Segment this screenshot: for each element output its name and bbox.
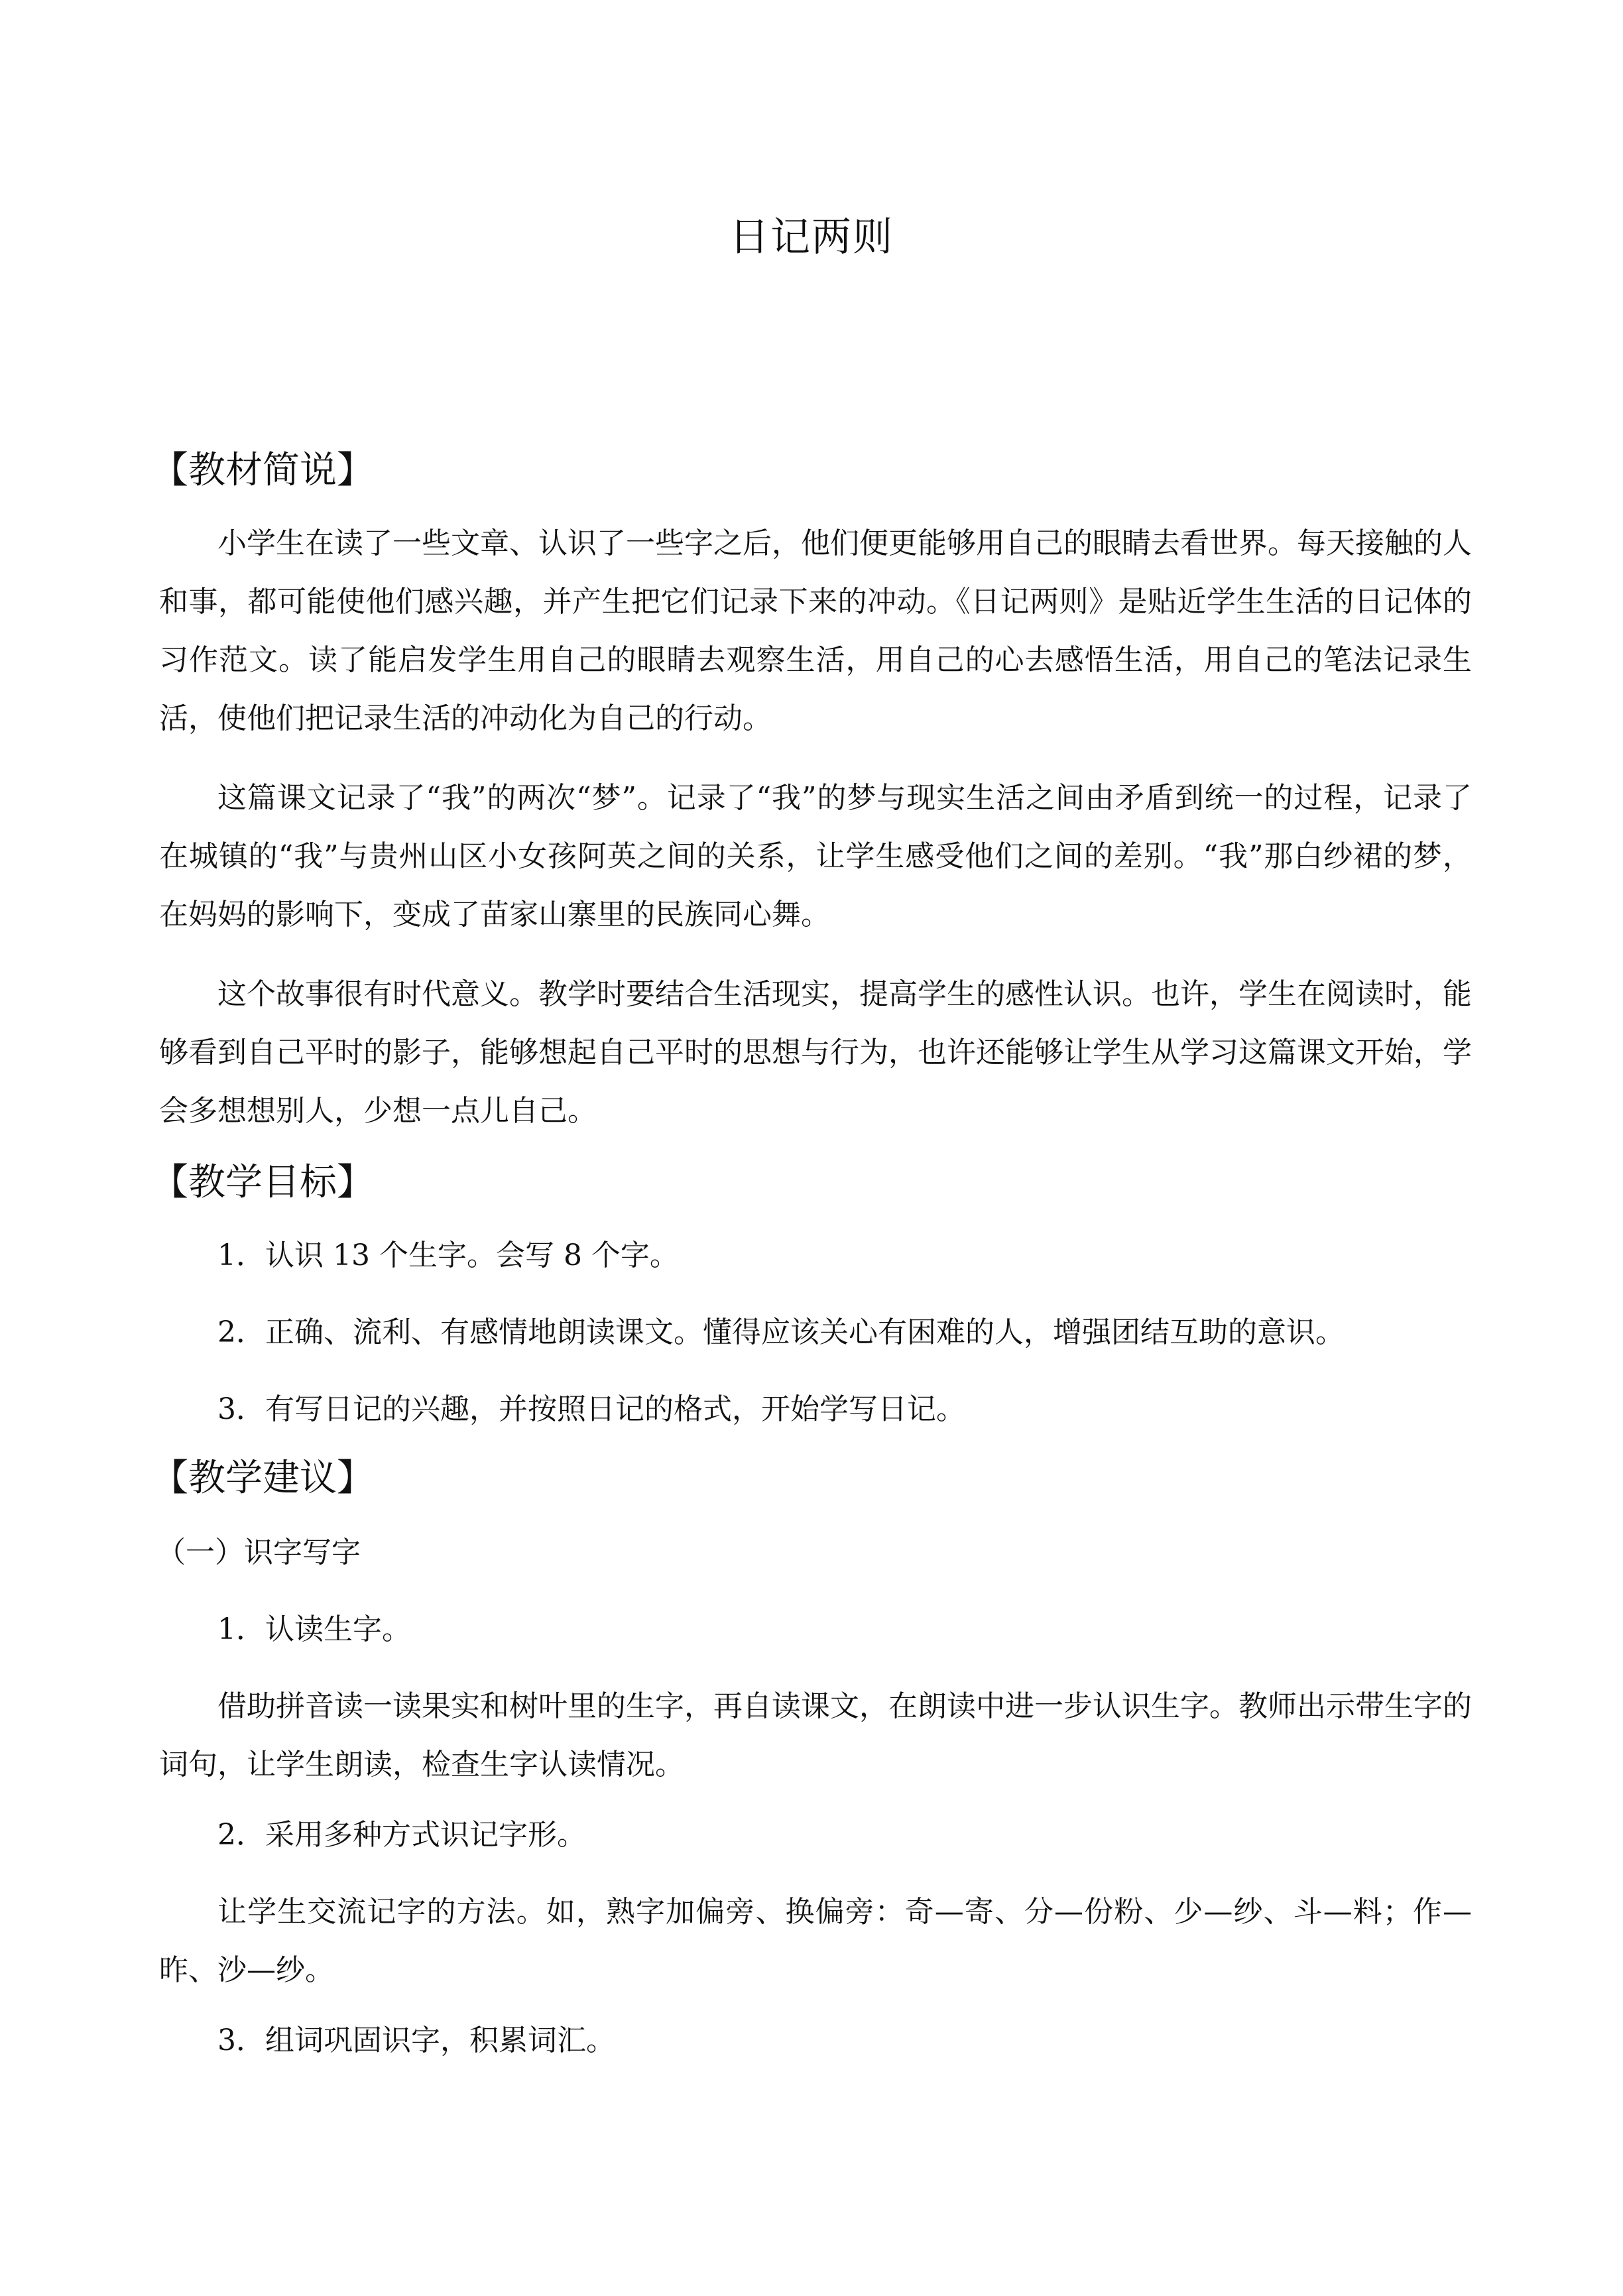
step-2-label: 2．采用多种方式识记字形。 — [217, 1818, 586, 1852]
goal-item-1: 1．认识 13 个生字。会写 8 个字。 — [217, 1239, 679, 1272]
step-1-label: 1．认读生字。 — [217, 1612, 411, 1646]
subheading-literacy: （一）识字写字 — [156, 1536, 361, 1569]
step-2-text: 让学生交流记字的方法。如，熟字加偏旁、换偏旁：奇—寄、分—份粉、少—纱、斗—料；作—昨、沙—纱。 — [159, 1895, 1472, 1987]
section-heading-textbook-intro: 【教材简说】 — [151, 449, 374, 492]
step-1-text: 借助拼音读一读果实和树叶里的生字，再自读课文，在朗读中进一步认识生字。教师出示带生字的词句，让学生朗读，检查生字认读情况。 — [159, 1689, 1472, 1782]
section-heading-teaching-goals: 【教学目标】 — [151, 1161, 374, 1204]
intro-paragraph-2: 这篇课文记录了“我”的两次“梦”。记录了“我”的梦与现实生活之间由矛盾到统一的过程，记录了在城镇的“我”与贵州山区小女孩阿英之间的关系，让学生感受他们之间的差别。“我”那白纱裙的梦，在妈妈的影响下，变成了苗家山寨里的民族同心舞。 — [159, 781, 1472, 932]
intro-paragraph-3: 这个故事很有时代意义。教学时要结合生活现实，提高学生的感性认识。也许，学生在阅读时，能够看到自己平时的影子，能够想起自己平时的思想与行为，也许还能够让学生从学习这篇课文开始，学会多想想别人，少想一点儿自己。 — [159, 977, 1472, 1128]
step-3-label: 3．组词巩固识字，积累词汇。 — [217, 2024, 615, 2057]
goal-item-3: 3．有写日记的兴趣，并按照日记的格式，开始学写日记。 — [217, 1392, 965, 1426]
page-title: 日记两则 — [729, 214, 894, 261]
intro-paragraph-1: 小学生在读了一些文章、认识了一些字之后，他们便更能够用自己的眼睛去看世界。每天接触的人和事，都可能使他们感兴趣，并产生把它们记录下来的冲动。《日记两则》是贴近学生生活的日记体的习作范文。读了能启发学生用自己的眼睛去观察生活，用自己的心去感悟生活，用自己的笔法记录生活，使他们把记录生活的冲动化为自己的行动。 — [159, 526, 1472, 735]
section-heading-teaching-suggestions: 【教学建议】 — [151, 1457, 374, 1500]
goal-item-2: 2．正确、流利、有感情地朗读课文。懂得应该关心有困难的人，增强团结互助的意识。 — [217, 1315, 1345, 1349]
